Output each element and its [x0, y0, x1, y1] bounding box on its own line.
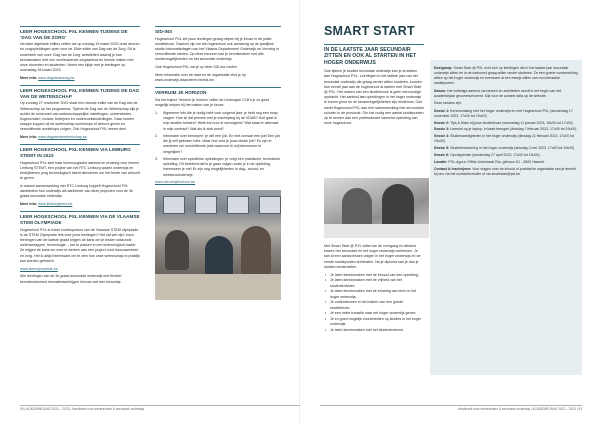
list-number: 3. — [155, 157, 158, 161]
more-info — [20, 202, 140, 207]
session-name: Sessie 4: — [434, 134, 450, 139]
sidebar-text: Het volledige aanbod van lessen en activiteiten wordt in het begin van het academiejaar gecommuniceerd. Kijk voor de actuele data op de website. — [434, 88, 562, 98]
session-name: Sessie 2: — [434, 120, 450, 125]
session-text: Studiefinanciering in het hoger onderwijs (dinsdag 2 mei 2023, 17u00 tot 19u00) — [450, 145, 575, 150]
section-paragraph: Hogeschool PXL zet jouw leerlingen graag helpen bij je keuze in de juiste studiekeuze. Daarom zijn we als hogeschool ook aanwezig op de jaarlijkse studie-informatiedagen van het Vlaams Departement Onderwijs en Vorming in verschillende steden. Op deze beurzen kan je kennismaken met alle studiemogelijkheden na het secundair onderwijs. — [155, 36, 280, 62]
page-divider — [299, 0, 300, 424]
session-text: Kennismaking met het hoger onderwijs en met Hogeschool PXL (donderdag 17 november 2022, 17u00 tot 19u00) — [434, 108, 573, 118]
section-paragraph: Ook Hogeschool PXL zal je op deze SID-ins vinden. — [155, 65, 238, 70]
page-title: SMART START — [324, 24, 415, 38]
section-paragraph: Op zondag 27 november 2022 staat een nieuwe editie van de Dag van de Wetenschap op het programma. Tijdens de Dag van de Wetenschap kijk je achter de schermen van wetenschappelijke instellingen, universiteiten, hogescholen, musea, bedrijven en onderzoeksinstellingen. Daar komen knappe koppen uit de wetenschap workshops of demo’s geven en verschillende workshops volgen. Ook Hogeschool PXL neemt deel. — [20, 101, 139, 132]
sidebar-content — [434, 66, 578, 180]
sidebar-item-doelgroep — [434, 66, 578, 86]
section-heading: LEER HOGESCHOOL PXL KENNEN TIJDENS DE DAG VAN DE WETENSCHAP — [20, 88, 140, 99]
more-info-link[interactable]: www.dagvandezorg.be — [38, 76, 75, 80]
right-column-main — [324, 44, 424, 129]
footer-rule-left — [20, 405, 300, 406]
session-text: Tips & tricks bij jouw studiekeuze (woensdag 11 januari 2023, 15u00 tot 17u00) — [450, 120, 573, 125]
photo-window-shape — [163, 196, 185, 214]
section-rule — [155, 87, 281, 88]
photo-table-shape — [155, 274, 281, 300]
more-info — [20, 76, 140, 81]
more-info-label: Meer info: — [20, 76, 38, 80]
list-item-text: Informatie over beroepen: je wilt een job. En niet zomaar een job! Een job die jij zelf gekozen hebt. Maar hoe vind je jouw ideale job? En zijn er manieren om verschillende jobs waarvoor ik mij interesseer te vergelijken? — [163, 134, 281, 154]
session-text: Studievaardigheden in het hoger onderwijs (dinsdag 21 februari 2023, 17u00 tot 19u00) — [434, 134, 574, 144]
section-stem-olympiade — [20, 211, 140, 284]
sidebar-label: Locatie: — [434, 159, 448, 164]
section-paragraph: Na twee afgelaste edities zetten we op zondag 19 maart 2023 onze deuren en zorgopleidingen open voor de 15de editie van Dag van de Zorg. Dit is onderdeel van onze ‘Dag van de Zorg’ activiteiten waarbij je kan kennismaken met ons vernieuwende zorgaanbod en kennis maken met onze docenten en studenten. Neem een kijkje met je leerlingen op woensdag 16 maart 2023. — [20, 42, 140, 73]
photo-person-shape — [165, 230, 189, 270]
section-paragraph: Meer informatie over de data en de organisatie vind je op www.onderwijs.vlaanderen.be/sid-ins — [155, 73, 246, 83]
sidebar-label: Contact & inschrijven: — [434, 167, 472, 172]
more-info-link[interactable]: www.stemolympiade.be — [20, 266, 58, 271]
list-number: 1. — [155, 111, 158, 115]
session-item — [434, 134, 578, 144]
list-item — [155, 134, 281, 155]
section-limburg-stemt — [20, 144, 140, 207]
session-name: Sessie 3: — [434, 127, 450, 132]
section-dag-van-de-zorg — [20, 26, 140, 81]
section-paragraph: In nauwe samenwerking met RTC Limburg koppelt Hogeschool PXL aanbieders hun onderwijs als aanbieder van deze projecten voor de 3e graad secundair onderwijs. — [20, 184, 133, 199]
list-item: • Je laten kennismaken met de ervaring van leren in het hoger onderwijs; — [324, 289, 424, 299]
sidebar-label: Doelgroep: — [434, 66, 453, 70]
list-item — [155, 157, 281, 178]
more-info-link[interactable]: www.limburgstemt.be — [38, 202, 73, 207]
section-verruim-je-horizon — [155, 87, 281, 185]
section-rule — [20, 85, 140, 86]
left-column-1 — [20, 26, 140, 289]
photo-table-shape — [324, 224, 429, 238]
left-column-2 — [155, 26, 281, 300]
goals-list — [324, 273, 424, 334]
section-dag-van-de-wetenschap — [20, 85, 140, 140]
section-paragraph: Hogeschool PXL stelt haar technologische aanbod en ervaring voor binnen Limburg STEMT, een project van het RTC Limburg waarin onderwijs en bedrijfsleven jong technologisch talent stimuleren om het beste van zichzelf te geven. — [20, 160, 140, 181]
footer-right: Handboek voor leerkrachten & secundair onderwijs | ACADEMIEJAAR 2022 – 2023 | 91 — [457, 407, 582, 411]
footer-left: 90 | ACADEMIEJAAR 2022 – 2023 | Handboek voor leerkrachten & secundair onderwijs — [20, 407, 145, 411]
sessions-label: Deze sessies zijn: — [434, 101, 463, 106]
list-item-text: Algemene info die je nodig hebt voor volgend jaar: je hebt nog een hoop vragen. Hoe zit dat precies met je inschrijving bij de VDAB? Hoe gaat ik mijn studies betalen? Welk kot huur ik vervolgens? Wat staat er allemaal in mijn contract? Wat als ik ziek word? — [163, 111, 279, 131]
more-info — [20, 135, 140, 140]
session-item — [434, 121, 578, 126]
section-sid-ins — [155, 26, 281, 83]
sidebar-item-locatie — [434, 160, 578, 165]
right-column-main-lower — [324, 244, 424, 336]
students-photo — [155, 190, 281, 300]
section-rule — [20, 26, 140, 27]
smart-start-photo — [324, 178, 429, 238]
more-info-label: Meer info: — [20, 135, 38, 140]
more-info — [20, 267, 140, 272]
list-item: • Je laten kennismaken met de vrijheid van het studentenleven; — [324, 278, 424, 288]
list-item: • Je ondersteunen in het maken van een goede studiekeuze; — [324, 300, 424, 310]
session-item — [434, 127, 578, 132]
more-info-label: Meer info: — [20, 202, 38, 207]
session-name: Sessie 1: — [434, 108, 450, 113]
section-heading: LEER HOGESCHOOL PXL KENNEN TIJDENS DE ‘DAG VAN DE ZORG’ — [20, 29, 128, 40]
section-paragraph: Via het traject ‘Verruim je horizon’ willen de Limburgse CLB’s je zo goed mogelijk helpen bij het maken van je keuze. — [155, 98, 270, 108]
sidebar-item-contact — [434, 167, 578, 177]
intro-paragraph: Met Smart Start @ PXL willen we de overgang en afstand tussen het secundair en het hoger onderwijs verkleinen. Je kan al een aantal lessen volgen in het hoger onderwijs en de eerste studiepunten al behalen. Na je diploma kan je dan je studies verderzetten. — [324, 244, 421, 269]
photo-person-shape — [241, 226, 271, 276]
more-info-link[interactable]: www.dagvandewetenschap.be — [38, 135, 87, 140]
numbered-list — [155, 111, 281, 178]
list-item: • Je een vlotte transitie naar het hoger onderwijs geven; — [324, 311, 424, 316]
photo-window-shape — [195, 196, 217, 214]
session-name: Sessie 5: — [434, 145, 450, 150]
list-item — [155, 111, 281, 132]
session-name: Sessie 6: — [434, 152, 450, 157]
sidebar-item-datum — [434, 89, 578, 99]
photo-window-shape — [259, 196, 281, 214]
list-item: • Je zo goed mogelijk voorbereiden op studies in het hoger onderwijs; — [324, 317, 424, 327]
list-item-text: Informatie over specifieke opleidingen: je volgt een praktische, technische opleiding. Dit betekent dat ik je gaan volgen zoals je in de opleiding. Interesseer je me! Er zijn nog mogelijkheden in dag-, avond- en weekendonderwijs. — [163, 157, 281, 177]
more-info-link[interactable]: www.verruimjehorizon.be — [155, 180, 196, 185]
sidebar-text: Voor vragen over de inhoud of praktische organisatie kan je terecht bij ons via het contactformulier of via smartstart@pxl.be — [434, 167, 577, 177]
section-rule — [20, 144, 140, 145]
list-item: • Je laten kennismaken met de inhoud van een opleiding; — [324, 273, 424, 278]
session-item — [434, 153, 578, 158]
sidebar-text: Smart Start @ PXL richt zich op leerlingen die in het laatste jaar secundair onderwijs zitten en in de toekomst graag willen verder studeren. Ze een goede voorbereiding willen op het hoger onderwijs en eventueel al een bewijs willen van hun behaalde studiepunten. — [434, 66, 578, 85]
photo-window-shape — [227, 196, 249, 214]
section-rule — [20, 211, 140, 212]
section-heading: LEER HOGESCHOOL PXL KENNEN VIA DE VLAAMSE STEM OLYMPIADE — [20, 214, 140, 225]
section-paragraph: Hogeschool PXL is trotse hoofdsponsor van de Vlaamse STEM olympiade. Is de STEM Olympiade iets voor jouw leerlingen? Het zal wel zijn! Jouw leerlingen van de laatste graad krijgen de kans om je lessen wiskunde, wetenschappen, technologie… toe te passen in een technologisch kader. Ze krijgen de kans om mee te werken aan een project rond duurzaamheid en zorg. Het is altijd interessant om te zien hoe onze wetenschap in praktijk kan worden gebracht. — [20, 227, 140, 263]
section-heading: VERRUIM JE HORIZON — [155, 90, 207, 96]
list-item: • Je laten kennismaken met het studentenleven. — [324, 328, 424, 333]
session-item — [434, 146, 578, 151]
section-paragraph: Alle leerlingen van de 3e graad secundair onderwijs met flexibel kennisinstrument lesmateriaal krijgen hiervan wel een bezoekje. — [20, 274, 122, 284]
lead-heading: IN DE LAATSTE JAAR SECUNDAIR ZITTEN EN OOK AL STARTEN IN HET HOGER ONDERWIJS — [324, 47, 417, 66]
session-text: Leerstof op je laptop: in kaart brengen (dinsdag 7 februari 2023, 17u00 tot 19u00) — [450, 127, 577, 132]
section-rule — [155, 26, 281, 27]
info-sidebar — [430, 60, 582, 375]
list-number: 2. — [155, 134, 158, 138]
section-heading: SID-INS — [155, 29, 173, 34]
section-heading: LEER HOGESCHOOL PXL KENNEN VIA LIMBURG STEMT IN 2023 — [20, 147, 131, 158]
section-rule — [324, 44, 424, 45]
footer-rule-right — [320, 405, 582, 406]
intro-paragraph: Ook tijdens je studies secundair onderwijs kan je al starten aan Hogeschool PXL. Leerlingen in het laatste jaar van het secundair onderwijs die graag verder willen studeren, kunnen hun eerste jaar aan de hogeschool al starten met Smart Start @ PXL. Het maken van een studiekeuze is geen eenvoudige opdracht. Het aanbod aan opleidingen in het hoger onderwijs is enorm groot en de keuzemogelijkheden zijn eindeloos. Ook werkt Hogeschool PXL aan een samenwerking met secundaire scholen in de provincie. Om het nodig een aantal studiepunten op te nemen aan een professionele bachelor-opleiding van onze hogeschool. — [324, 69, 424, 126]
sidebar-text: PXL-Agora / Elfde-Liniestraat 23a, gebouw D1 - 3500 Hasselt — [448, 159, 544, 164]
sidebar-label: Datum: — [434, 88, 447, 93]
session-item — [434, 109, 578, 119]
session-text: Opvolgsessie (donderdag 27 april 2023, 17u00 tot 19u00) — [450, 152, 540, 157]
more-info — [155, 180, 281, 185]
